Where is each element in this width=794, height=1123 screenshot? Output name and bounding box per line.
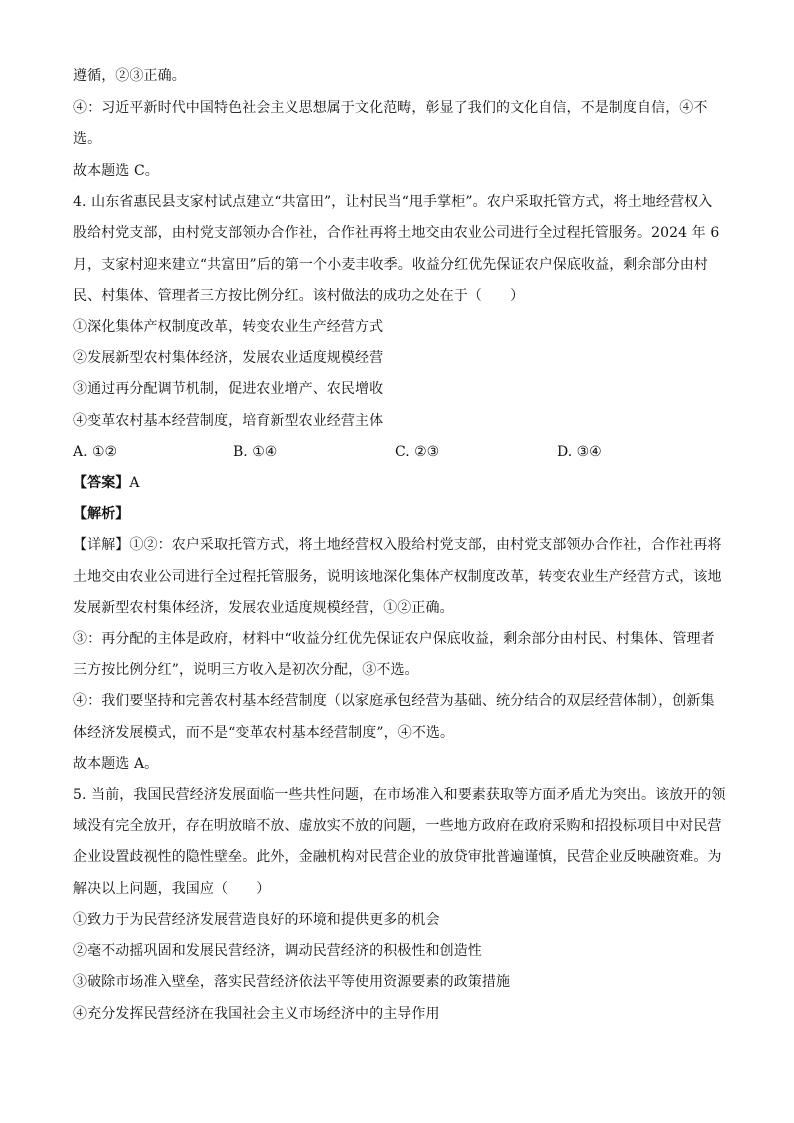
text-line: 选。	[73, 131, 102, 147]
detail-line: 【详解】①②：农户采取托管方式，将土地经营权入股给村党支部，由村党支部领办合作社，合作社再将	[73, 537, 722, 553]
answer-line	[73, 473, 140, 493]
detail-line: 体经济发展模式，而不是“变革农村基本经营制度”，④不选。	[73, 725, 455, 741]
detail-line: 故本题选 A。	[73, 756, 159, 772]
statement-item: ①致力于为民营经济发展营造良好的环境和提供更多的机会	[73, 912, 440, 928]
question-4-stem: 股给村党支部，由村党支部领办合作社，合作社再将土地交由农业公司进行全过程托管服务。2024 年 6	[73, 225, 720, 241]
text-line: 故本题选 C。	[73, 163, 159, 179]
detail-line: 发展新型农村集体经济，发展农业适度规模经营，①②正确。	[73, 600, 454, 616]
answer-label: 【答案】	[73, 475, 130, 491]
answer-value: A	[129, 475, 140, 491]
question-5-stem: 5. 当前，我国民营经济发展面临一些共性问题，在市场准入和要素获取等方面矛盾尤为突出。该放开的领	[73, 787, 726, 803]
option-d: D. ③④	[557, 444, 602, 460]
statement-item: ④充分发挥民营经济在我国社会主义市场经济中的主导作用	[73, 1006, 440, 1022]
detail-line: ④：我们要坚持和完善农村基本经营制度（以家庭承包经营为基础、统分结合的双层经营体制），创新集	[73, 693, 715, 709]
text-line: ④：习近平新时代中国特色社会主义思想属于文化范畴，彰显了我们的文化自信，不是制度自信，④不	[73, 100, 708, 116]
text-line: 遵循，②③正确。	[73, 68, 186, 84]
question-5-stem: 企业设置歧视性的隐性壁垒。此外，金融机构对民营企业的放贷审批普遍谨慎，民营企业反映融资难。为	[73, 849, 722, 865]
statement-item: ②发展新型农村集体经济，发展农业适度规模经营	[73, 350, 384, 366]
statement-item: ②毫不动摇巩固和发展民营经济，调动民营经济的积极性和创造性	[73, 943, 482, 959]
detail-line: 土地交由农业公司进行全过程托管服务，说明该地深化集体产权制度改革，转变农业生产经营方式，该地	[73, 569, 722, 585]
statement-item: ①深化集体产权制度改革，转变农业生产经营方式	[73, 319, 384, 335]
option-b: B. ①④	[233, 444, 278, 460]
option-a: A. ①②	[73, 444, 118, 460]
question-4-stem: 月，支家村迎来建立“共富田”后的第一个小麦丰收季。收益分红优先保证农户保底收益，剩余部分由村	[73, 257, 708, 273]
analysis-label: 【解析】	[73, 506, 130, 522]
question-5-stem: 解决以上问题，我国应（ ）	[73, 881, 271, 897]
question-5-stem: 域没有完全放开，存在明放暗不放、虚放实不放的问题，一些地方政府在政府采购和招投标项目中对民营	[73, 818, 722, 834]
statement-item: ④变革农村基本经营制度，培育新型农业经营主体	[73, 413, 384, 429]
option-c: C. ②③	[395, 444, 440, 460]
question-4-stem: 民、村集体、管理者三方按比例分红。该村做法的成功之处在于（ ）	[73, 288, 525, 304]
detail-line: ③：再分配的主体是政府，材料中“收益分红优先保证农户保底收益，剩余部分由村民、村集体、管理者	[73, 631, 715, 647]
statement-item: ③通过再分配调节机制，促进农业增产、农民增收	[73, 381, 384, 397]
detail-line: 三方按比例分红”，说明三方收入是初次分配，③不选。	[73, 662, 419, 678]
question-4-stem: 4. 山东省惠民县支家村试点建立“共富田”，让村民当“甩手掌柜”。农户采取托管方式，将土地经营权入	[73, 194, 713, 210]
statement-item: ③破除市场准入壁垒，落实民营经济依法平等使用资源要素的政策措施	[73, 974, 511, 990]
